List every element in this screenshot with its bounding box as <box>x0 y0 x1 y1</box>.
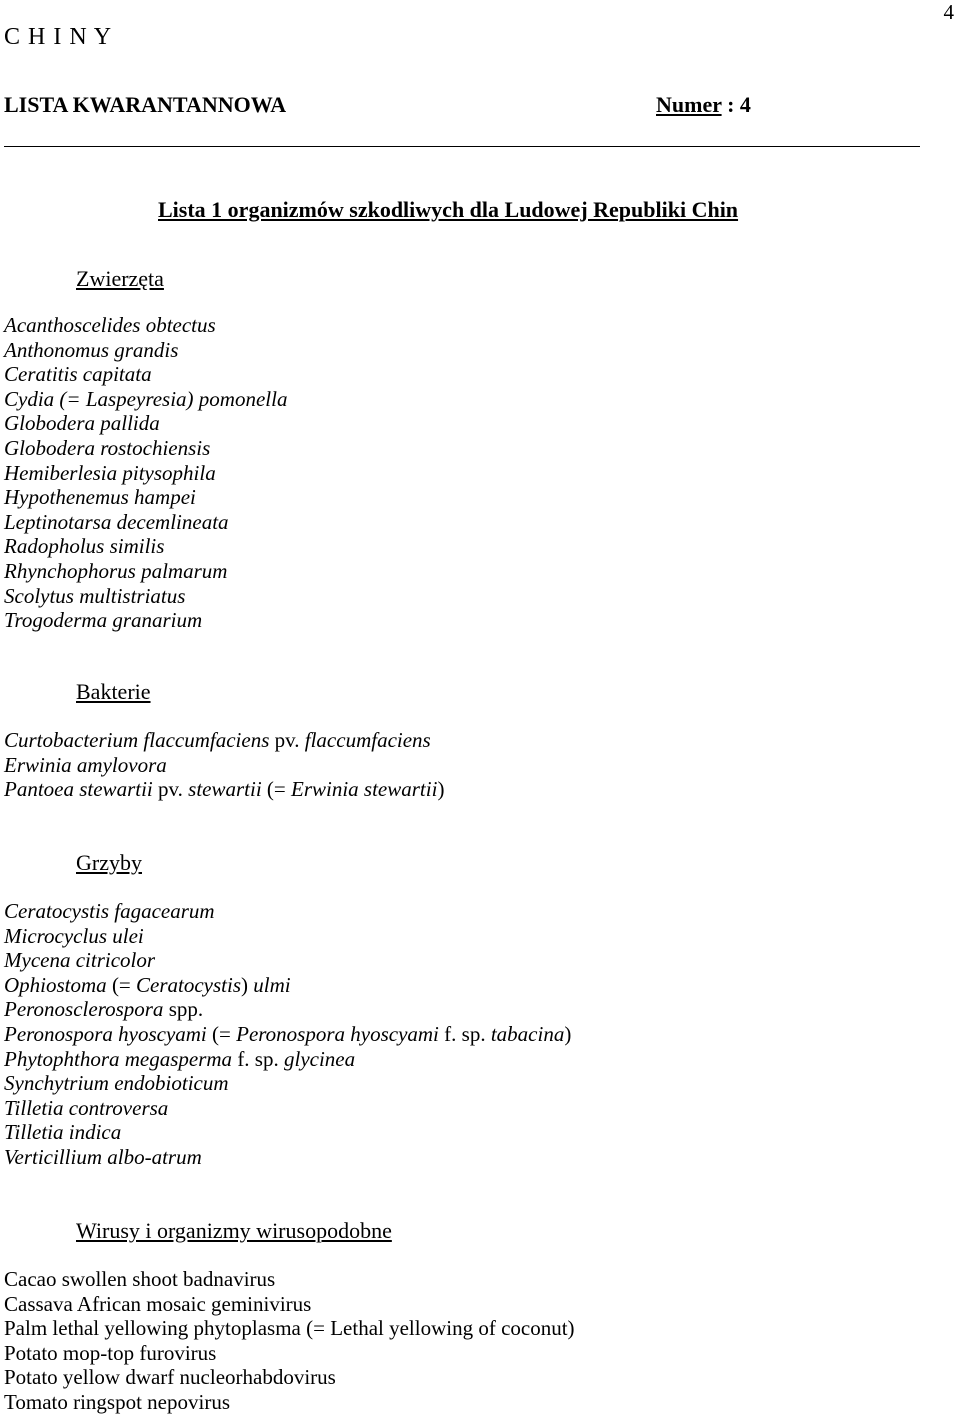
list-item: Trogoderma granarium <box>4 608 203 633</box>
number-value: 4 <box>739 92 751 117</box>
bacteria-list <box>4 728 444 802</box>
list-item: Cacao swollen shoot badnavirus <box>4 1267 276 1291</box>
page-number: 4 <box>943 0 954 24</box>
list-item: Peronospora hyoscyami (= Peronospora hyoscyami f. sp. tabacina) <box>4 1021 572 1046</box>
list-item: Tilletia indica <box>4 1120 122 1145</box>
list-item: Ophiostoma (= Ceratocystis) ulmi <box>4 972 291 997</box>
number-separator: : <box>721 92 740 117</box>
list-item: Microcyclus ulei <box>4 923 144 948</box>
list-item: Tilletia controversa <box>4 1095 169 1120</box>
animals-list <box>4 313 287 633</box>
list-item: Potato mop-top furovirus <box>4 1340 217 1365</box>
list-item: Peronosclerospora spp. <box>4 997 204 1022</box>
list-item: Pantoea stewartii pv. stewartii (= Erwinia stewartii) <box>4 777 445 802</box>
document-title: Lista 1 organizmów szkodliwych dla Ludowej Republiki Chin <box>158 197 739 222</box>
list-item: Phytophthora megasperma f. sp. glycinea <box>4 1046 356 1071</box>
list-item: Globodera pallida <box>4 411 160 436</box>
header-divider <box>4 146 920 147</box>
list-item: Radopholus similis <box>4 534 165 559</box>
list-item: Synchytrium endobioticum <box>4 1071 229 1096</box>
section-heading-fungi: Grzyby <box>76 850 142 875</box>
list-item: Cydia (= Laspeyresia) pomonella <box>4 386 288 411</box>
section-heading-bacteria: Bakterie <box>76 679 151 704</box>
number-label-text: Numer <box>656 92 722 117</box>
list-item: Leptinotarsa decemlineata <box>4 509 229 534</box>
list-item: Scolytus multistriatus <box>4 583 186 608</box>
list-item: Palm lethal yellowing phytoplasma (= Lethal yellowing of coconut) <box>4 1316 575 1341</box>
list-item: Potato yellow dwarf nucleorhabdovirus <box>4 1365 336 1390</box>
list-item: Anthonomus grandis <box>4 337 179 362</box>
list-item: Cassava African mosaic geminivirus <box>4 1291 312 1316</box>
list-item: Mycena citricolor <box>4 948 156 973</box>
country-title: C H I N Y <box>4 24 113 50</box>
list-item: Tomato ringspot nepovirus <box>4 1389 231 1414</box>
number-label <box>656 92 751 118</box>
fungi-list <box>4 899 571 1170</box>
list-item: Hemiberlesia pitysophila <box>4 460 216 485</box>
section-heading-viruses: Wirusy i organizmy wirusopodobne <box>76 1218 392 1243</box>
list-item: Verticillium albo-atrum <box>4 1144 202 1169</box>
list-item: Globodera rostochiensis <box>4 435 211 460</box>
list-title: LISTA KWARANTANNOWA <box>4 92 287 117</box>
list-item: Erwinia amylovora <box>4 752 167 777</box>
list-item: Ceratocystis fagacearum <box>4 899 215 923</box>
list-item: Curtobacterium flaccumfaciens pv. flaccumfaciens <box>4 728 431 752</box>
list-item: Ceratitis capitata <box>4 362 152 387</box>
list-item: Hypothenemus hampei <box>4 485 196 510</box>
list-item: Acanthoscelides obtectus <box>4 313 216 337</box>
section-heading-animals: Zwierzęta <box>76 266 164 291</box>
list-item: Rhynchophorus palmarum <box>4 558 228 583</box>
viruses-list <box>4 1267 575 1415</box>
